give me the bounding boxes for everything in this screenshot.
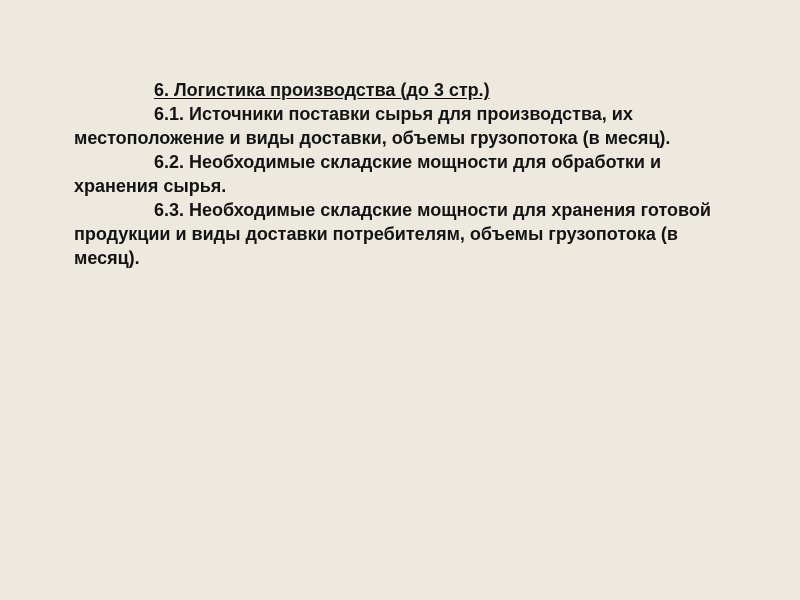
item-6-2: 6.2. Необходимые складские мощности для обработки и хранения сырья. (74, 152, 662, 196)
item-6-1: 6.1. Источники поставки сырья для производства, их местоположение и виды доставки, объемы грузопотока (в месяц). (74, 104, 671, 148)
slide-content (74, 78, 714, 270)
item-6-3: 6.3. Необходимые складские мощности для хранения готовой продукции и виды доставки потребителям, объемы грузопотока (в месяц). (74, 200, 711, 268)
heading-paragraph (74, 78, 714, 102)
section-heading: 6. Логистика производства (до 3 стр.) (154, 80, 490, 100)
